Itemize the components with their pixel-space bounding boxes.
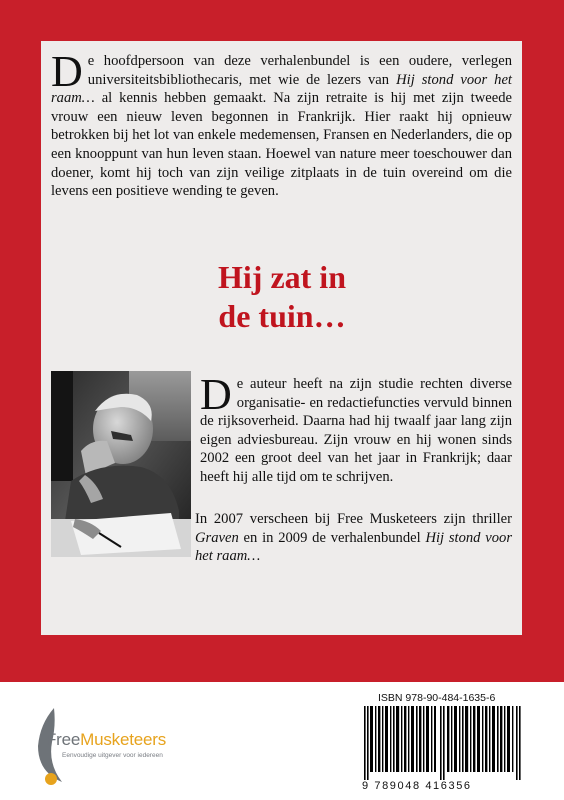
book-title <box>0 258 564 336</box>
blurb-book-title: Hij stond voor het raam… <box>51 71 512 107</box>
book-title-line-1: Hij zat in <box>218 259 346 295</box>
bio-book-graven: Graven <box>195 529 239 546</box>
isbn-label: ISBN 978-90-484-1635-6 <box>378 692 496 704</box>
blurb-dropcap: D <box>51 47 83 96</box>
publisher-name-free: Free <box>46 730 81 749</box>
bio-publications <box>195 510 512 566</box>
bio-publications-middle: en in 2009 de verhalenbundel <box>238 529 426 546</box>
blurb-paragraph <box>51 47 512 201</box>
blurb-text-start: e hoofdpersoon van deze verhalenbundel is een oudere, verlegen universiteitsbibliothecaris, met wie de lezers van <box>87 53 512 88</box>
blurb-text-end: al kennis hebben gemaakt. Na zijn retraite is hij met zijn tweede vrouw een nieuw leven begonnen in Frankrijk. Hier raakt hij opnieuw betrokken bij het lot van enkele medemensen, Fransen en Nederlanders, die op een knooppunt van hun leven staan. Hoewel van nature meer toeschouwer dan doener, komt hij toch van zijn veilige zitplaats in de tuin overeind om die levens een positieve wending te geven. <box>51 90 512 200</box>
author-photo <box>51 371 191 557</box>
publisher-tagline: Eenvoudige uitgever voor iedereen <box>62 752 163 759</box>
book-title-line-2: de tuin… <box>218 298 346 334</box>
bio-book-raam: Hij stond voor het raam… <box>195 529 512 565</box>
bio-publications-start: In 2007 verscheen bij Free Musketeers zijn thriller <box>195 511 512 527</box>
publisher-logo <box>34 706 234 786</box>
cover-footer <box>0 682 564 800</box>
publisher-name <box>46 730 166 750</box>
bio-dropcap: D <box>200 370 232 419</box>
isbn-barcode <box>362 706 524 780</box>
bio-text: e auteur heeft na zijn studie rechten diverse organisatie- en redactiefuncties vervuld binnen de rijksoverheid. Daarna had hij twaalf jaar lang zijn eigen adviesbureau. Zijn vrouw en hij wonen sinds 2002 een groot deel van het jaar in Frankrijk; daar heeft hij alle tijd om te schrijven. <box>200 376 512 485</box>
author-bio <box>195 370 512 565</box>
publisher-name-musketeers: Musketeers <box>80 730 167 749</box>
isbn-digits: 9 789048 416356 <box>362 780 472 792</box>
